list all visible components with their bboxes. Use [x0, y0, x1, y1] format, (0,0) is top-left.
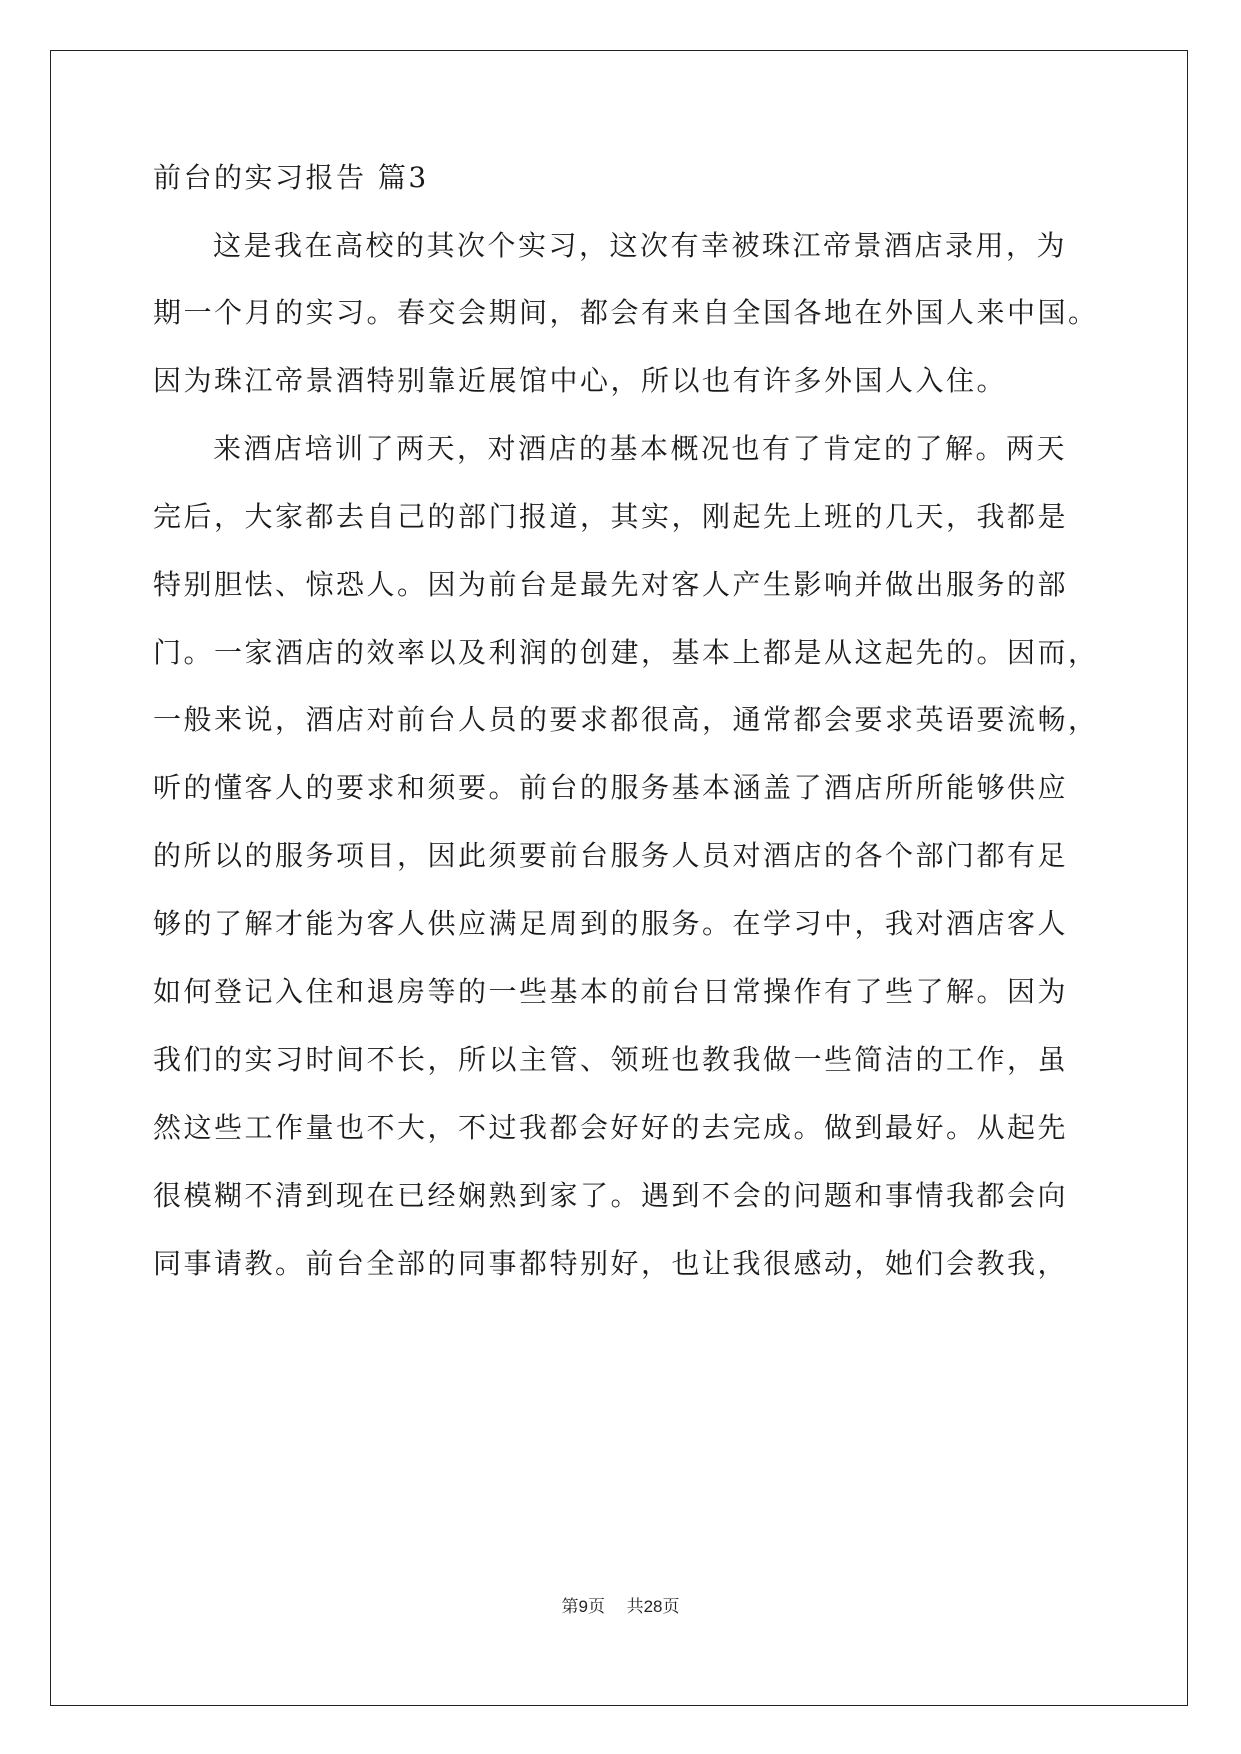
paragraph-line: 的所以的服务项目，因此须要前台服务人员对酒店的各个部门都有足 [153, 839, 1069, 872]
paragraph-line: 门。一家酒店的效率以及利润的创建，基本上都是从这起先的。因而， [153, 636, 1099, 669]
paragraph-line: 这是我在高校的其次个实习，这次有幸被珠江帝景酒店录用，为 [213, 229, 1068, 262]
paragraph-line: 我们的实习时间不长，所以主管、领班也教我做一些简洁的工作，虽 [153, 1043, 1069, 1076]
paragraph-line: 如何登记入住和退房等的一些基本的前台日常操作有了些了解。因为 [153, 975, 1069, 1008]
paragraph-line: 然这些工作量也不大，不过我都会好好的去完成。做到最好。从起先 [153, 1111, 1069, 1144]
paragraph-line: 期一个月的实习。春交会期间，都会有来自全国各地在外国人来中国。 [153, 296, 1099, 329]
section-heading: 前台的实习报告 篇3 [153, 161, 429, 194]
paragraph-line: 够的了解才能为客人供应满足周到的服务。在学习中，我对酒店客人 [153, 907, 1069, 940]
page-footer [0, 1595, 1241, 1619]
paragraph-line: 听的懂客人的要求和须要。前台的服务基本涵盖了酒店所所能够供应 [153, 771, 1069, 804]
total-prefix: 共 [626, 1597, 644, 1617]
paragraph-line: 特别胆怯、惊恐人。因为前台是最先对客人产生影响并做出服务的部 [153, 568, 1069, 601]
paragraph-line: 完后，大家都去自己的部门报道，其实，刚起先上班的几天，我都是 [153, 500, 1069, 533]
page-number: 9 [578, 1597, 588, 1616]
paragraph-line: 很模糊不清到现在已经娴熟到家了。遇到不会的问题和事情我都会向 [153, 1179, 1069, 1212]
paragraph-line: 一般来说，酒店对前台人员的要求都很高，通常都会要求英语要流畅， [153, 703, 1099, 736]
total-pages: 28 [643, 1597, 663, 1616]
total-suffix: 页 [662, 1597, 680, 1617]
paragraph-line: 同事请教。前台全部的同事都特别好，也让我很感动，她们会教我， [153, 1247, 1069, 1280]
paragraph-line: 来酒店培训了两天，对酒店的基本概况也有了肯定的了解。两天 [213, 432, 1068, 465]
page-suffix: 页 [587, 1597, 605, 1617]
paragraph-line: 因为珠江帝景酒特别靠近展馆中心，所以也有许多外国人入住。 [153, 364, 1008, 397]
page-prefix: 第 [561, 1597, 579, 1617]
